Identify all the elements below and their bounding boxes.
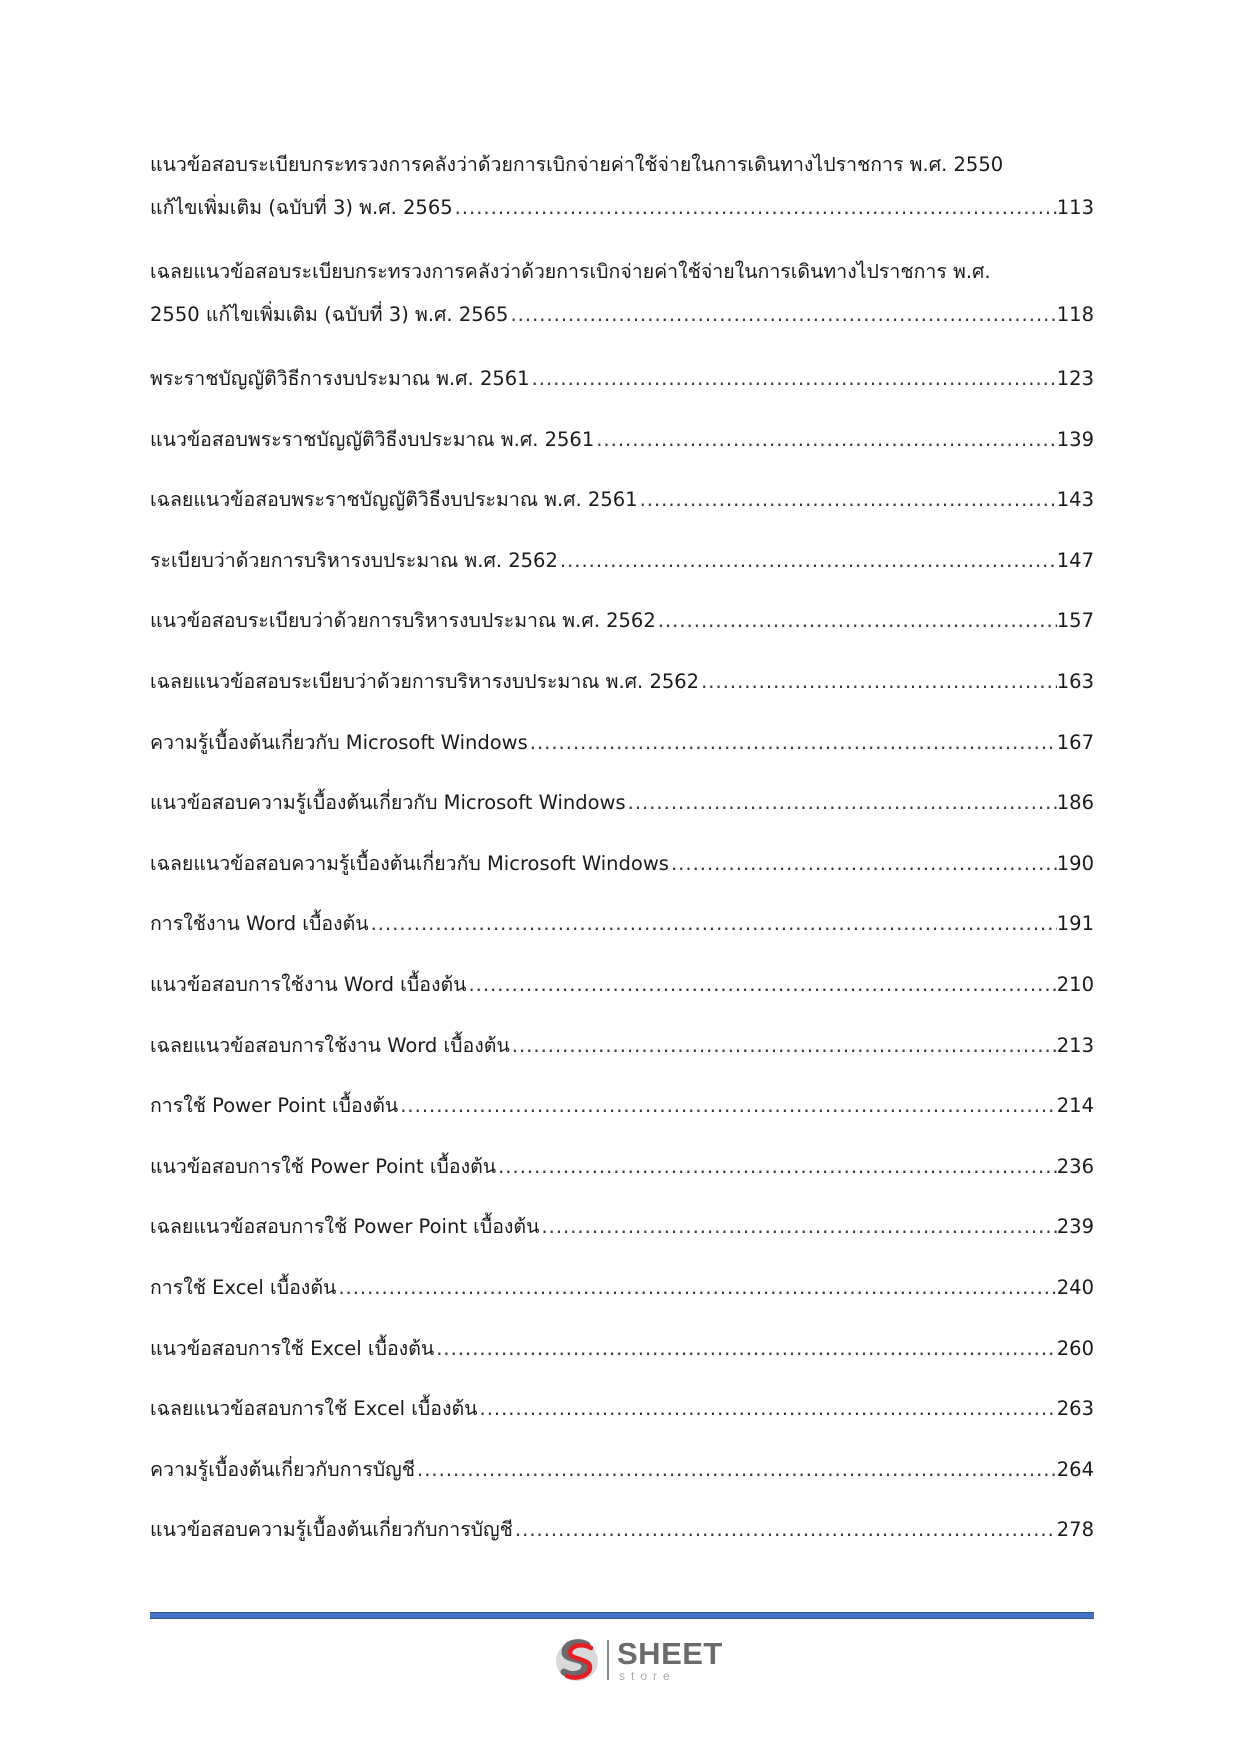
dot-leader: [478, 1394, 1057, 1424]
toc-entry-title: แนวข้อสอบพระราชบัญญัติวิธีงบประมาณ พ.ศ. 2561: [150, 427, 595, 451]
toc-entry[interactable]: [150, 1273, 1094, 1334]
dot-leader: [466, 970, 1056, 1000]
toc-entry-title: แนวข้อสอบระเบียบว่าด้วยการบริหารงบประมาณ พ.ศ. 2562: [150, 609, 656, 633]
toc-entry-title: แนวข้อสอบความรู้เบื้องต้นเกี่ยวกับการบัญชี: [150, 1518, 513, 1542]
table-of-contents: [150, 150, 1094, 1576]
dot-leader: [656, 606, 1057, 636]
toc-entry[interactable]: [150, 485, 1094, 546]
toc-page-number: 186: [1056, 791, 1094, 815]
toc-entry-title: เฉลยแนวข้อสอบความรู้เบื้องต้นเกี่ยวกับ Microsoft Windows: [150, 851, 669, 875]
toc-entry-title: แนวข้อสอบการใช้งาน Word เบื้องต้น: [150, 972, 467, 996]
toc-page-number: 240: [1056, 1275, 1094, 1299]
dot-leader: [626, 788, 1057, 818]
toc-page-number: 113: [1056, 196, 1094, 219]
toc-entry[interactable]: [150, 1212, 1094, 1273]
toc-entry-title: การใช้งาน Word เบื้องต้น: [150, 912, 369, 936]
logo-divider: [607, 1640, 609, 1680]
dot-leader: [510, 1031, 1057, 1061]
toc-entry[interactable]: [150, 1515, 1094, 1576]
toc-entry[interactable]: [150, 728, 1094, 789]
toc-page-number: 278: [1056, 1518, 1094, 1542]
toc-page-number: 190: [1056, 851, 1094, 875]
toc-page-number: 191: [1056, 912, 1094, 936]
toc-page-number: 123: [1056, 367, 1094, 390]
toc-entry-title-line1: เฉลยแนวข้อสอบระเบียบกระทรวงการคลังว่าด้วยการเบิกจ่ายค่าใช้จ่ายในการเดินทางไปราชการ พ.ศ.: [150, 260, 991, 283]
toc-entry-title: การใช้ Excel เบื้องต้น: [150, 1275, 337, 1299]
toc-entry[interactable]: [150, 970, 1094, 1031]
dot-leader: [496, 1152, 1057, 1182]
dot-leader: [669, 849, 1057, 879]
toc-entry-title-line1: แนวข้อสอบระเบียบกระทรวงการคลังว่าด้วยการเบิกจ่ายค่าใช้จ่ายในการเดินทางไปราชการ พ.ศ. 2550: [150, 153, 1004, 176]
logo-wordmark: SHEET: [617, 1636, 723, 1671]
toc-entry[interactable]: [150, 1031, 1094, 1092]
sheet-store-logo-icon: [553, 1634, 601, 1686]
toc-entry-title: เฉลยแนวข้อสอบการใช้ Excel เบื้องต้น: [150, 1397, 478, 1421]
dot-leader: [369, 909, 1057, 939]
toc-entry[interactable]: [150, 1091, 1094, 1152]
dot-leader: [336, 1273, 1056, 1303]
toc-page-number: 163: [1056, 669, 1094, 693]
toc-entry[interactable]: [150, 1334, 1094, 1395]
toc-entry-title: แนวข้อสอบการใช้ Excel เบื้องต้น: [150, 1336, 435, 1360]
toc-entry-title: ความรู้เบื้องต้นเกี่ยวกับการบัญชี: [150, 1457, 416, 1481]
toc-page-number: 236: [1056, 1154, 1094, 1178]
toc-entry[interactable]: [150, 150, 1094, 257]
toc-entry-title: 2550 แก้ไขเพิ่มเติม (ฉบับที่ 3) พ.ศ. 2565: [150, 303, 509, 326]
dot-leader: [558, 546, 1057, 576]
toc-page-number: 260: [1056, 1336, 1094, 1360]
toc-entry[interactable]: [150, 788, 1094, 849]
dot-leader: [434, 1334, 1057, 1364]
toc-entry-title: แนวข้อสอบความรู้เบื้องต้นเกี่ยวกับ Microsoft Windows: [150, 791, 626, 815]
dot-leader: [528, 728, 1057, 758]
toc-entry-title: แก้ไขเพิ่มเติม (ฉบับที่ 3) พ.ศ. 2565: [150, 196, 453, 219]
sheet-store-logo: [553, 1634, 723, 1686]
toc-entry[interactable]: [150, 606, 1094, 667]
toc-entry-title: เฉลยแนวข้อสอบระเบียบว่าด้วยการบริหารงบประมาณ พ.ศ. 2562: [150, 669, 700, 693]
dot-leader: [513, 1515, 1057, 1545]
logo-subtitle: store: [619, 1669, 676, 1683]
toc-page-number: 214: [1056, 1094, 1094, 1118]
dot-leader: [415, 1455, 1057, 1485]
dot-leader: [508, 300, 1056, 330]
toc-page-number: 157: [1056, 609, 1094, 633]
dot-leader: [539, 1212, 1056, 1242]
dot-leader: [699, 667, 1057, 697]
toc-entry[interactable]: [150, 667, 1094, 728]
dot-leader: [638, 485, 1057, 515]
toc-entry[interactable]: [150, 425, 1094, 486]
logo-text: [617, 1638, 723, 1682]
toc-page-number: 118: [1056, 303, 1094, 326]
dot-leader: [530, 364, 1057, 394]
toc-page-number: 139: [1056, 427, 1094, 451]
toc-entry-title: เฉลยแนวข้อสอบการใช้ Power Point เบื้องต้น: [150, 1215, 540, 1239]
toc-page-number: 213: [1056, 1033, 1094, 1057]
toc-entry[interactable]: [150, 546, 1094, 607]
toc-page-number: 143: [1056, 488, 1094, 512]
toc-entry[interactable]: [150, 1455, 1094, 1516]
toc-entry[interactable]: [150, 1394, 1094, 1455]
toc-entry-title: ความรู้เบื้องต้นเกี่ยวกับ Microsoft Windows: [150, 730, 528, 754]
toc-page-number: 210: [1056, 972, 1094, 996]
toc-page-number: 167: [1056, 730, 1094, 754]
toc-entry-title: เฉลยแนวข้อสอบการใช้งาน Word เบื้องต้น: [150, 1033, 510, 1057]
toc-entry-title: เฉลยแนวข้อสอบพระราชบัญญัติวิธีงบประมาณ พ.ศ. 2561: [150, 488, 638, 512]
toc-entry-title: ระเบียบว่าด้วยการบริหารงบประมาณ พ.ศ. 2562: [150, 548, 558, 572]
dot-leader: [453, 193, 1057, 223]
dot-leader: [594, 425, 1057, 455]
toc-entry[interactable]: [150, 257, 1094, 364]
toc-page-number: 239: [1056, 1215, 1094, 1239]
toc-entry-title: แนวข้อสอบการใช้ Power Point เบื้องต้น: [150, 1154, 497, 1178]
toc-entry[interactable]: [150, 1152, 1094, 1213]
toc-page-number: 264: [1056, 1457, 1094, 1481]
toc-entry-title: พระราชบัญญัติวิธีการงบประมาณ พ.ศ. 2561: [150, 367, 530, 390]
toc-page-number: 263: [1056, 1397, 1094, 1421]
toc-entry[interactable]: [150, 364, 1094, 425]
dot-leader: [398, 1091, 1057, 1121]
toc-entry[interactable]: [150, 849, 1094, 910]
footer-divider: [150, 1612, 1094, 1619]
toc-page-number: 147: [1056, 548, 1094, 572]
toc-entry[interactable]: [150, 909, 1094, 970]
toc-entry-title: การใช้ Power Point เบื้องต้น: [150, 1094, 399, 1118]
